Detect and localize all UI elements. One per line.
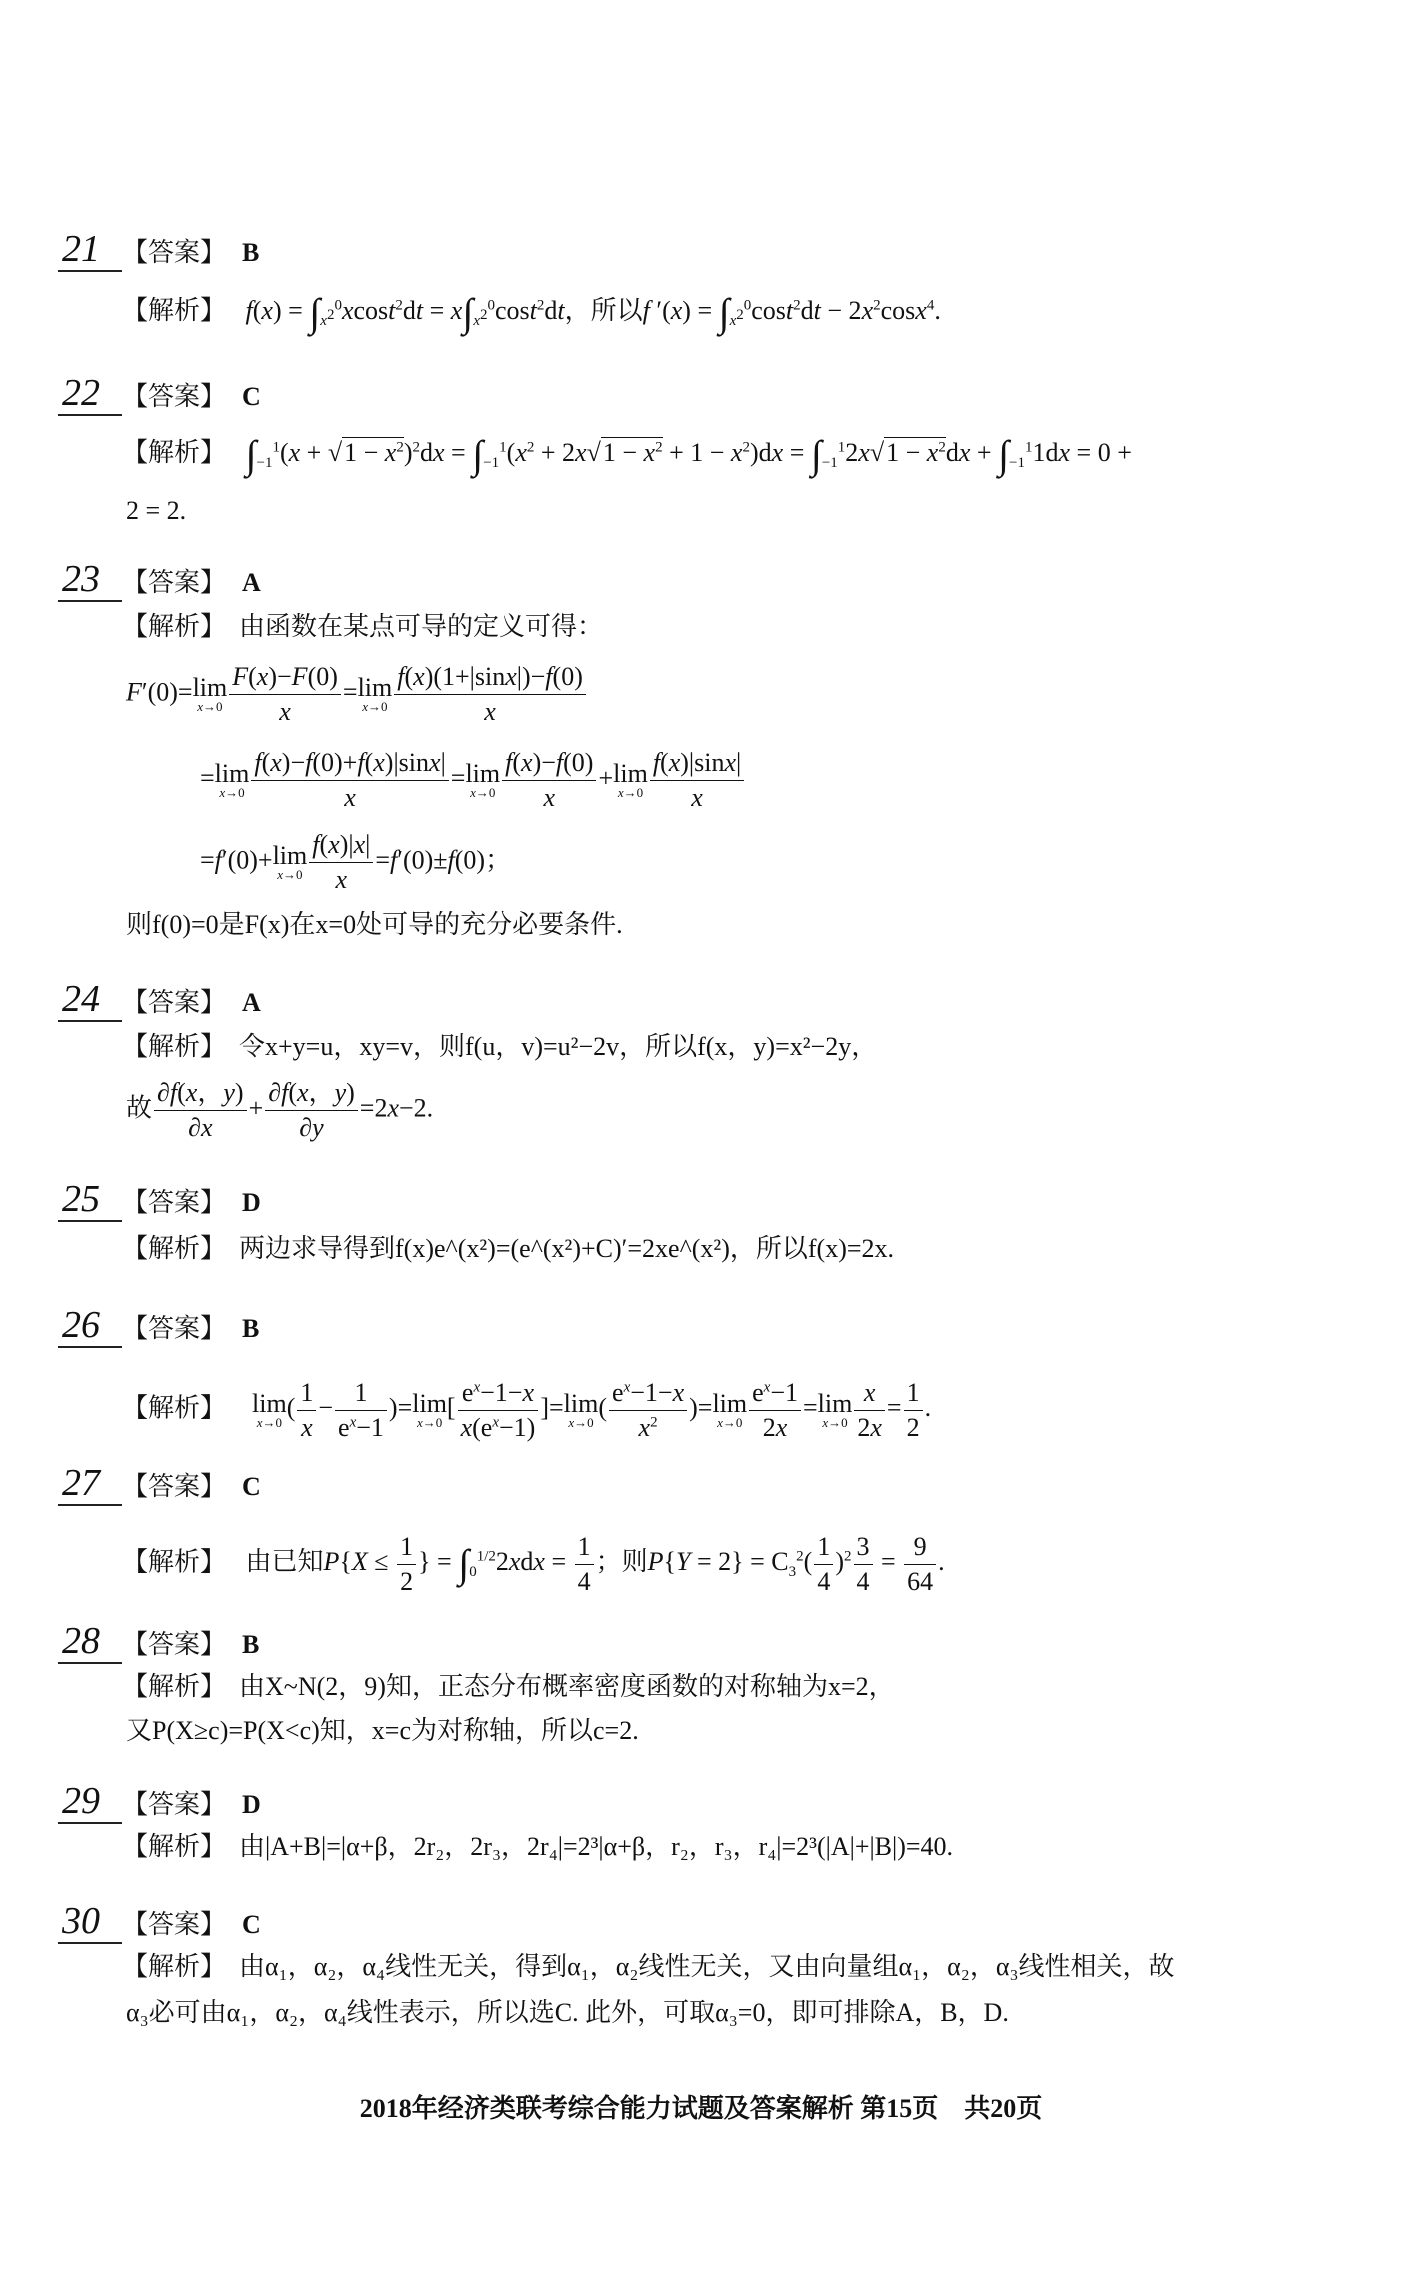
question-number: 21 <box>62 228 100 270</box>
question-number: 25 <box>62 1178 100 1220</box>
analysis-line <box>122 1670 895 1704</box>
answer-line <box>122 1790 261 1820</box>
answer-line <box>122 238 259 268</box>
number-underline <box>58 1346 122 1348</box>
analysis-line-2: 又P(X≥c)=P(X<c)知，x=c为对称轴，所以c=2. <box>126 1716 639 1745</box>
analysis-line-2: 故 $\frac{\partial f(x,y)}{\partial x}$ + $\frac{\partial f(x,y)}{\partial y}$ =2x−2. <box>126 1078 434 1142</box>
analysis-conclusion: 则f(0)=0是F(x)在x=0处可导的充分必要条件. <box>126 910 623 939</box>
analysis-label: 【解析】 <box>122 1032 227 1061</box>
answer-label: 【答案】 <box>122 988 227 1017</box>
question-number: 27 <box>62 1462 100 1504</box>
question-number: 29 <box>62 1780 100 1822</box>
answer-label: 【答案】 <box>122 1314 227 1343</box>
answer-value: C <box>242 1910 261 1939</box>
analysis-label: 【解析】 <box>122 1234 227 1263</box>
analysis-label: 【解析】 <box>122 1952 227 1981</box>
answer-value: A <box>242 988 261 1017</box>
answer-value: C <box>242 382 261 411</box>
number-underline <box>58 1220 122 1222</box>
number-underline <box>58 1662 122 1664</box>
question-number: 30 <box>62 1900 100 1942</box>
question-number: 26 <box>62 1304 100 1346</box>
analysis-line <box>122 290 941 336</box>
formula: $f(x) = \int_{x^2}^0xcost^2dt = x\int_{x^2}^0\cos t^2dt$，所以f $'(x) = \int_{x^2}^0\cos t^2dt - 2x^2\cos x^4$. <box>245 290 941 336</box>
analysis-label: 【解析】 <box>122 1393 227 1423</box>
number-underline <box>58 1942 122 1944</box>
number-underline <box>58 270 122 272</box>
answer-value: D <box>242 1188 261 1217</box>
analysis-line <box>122 610 603 644</box>
number-underline <box>58 1504 122 1506</box>
answer-value: B <box>242 1630 260 1659</box>
analysis-line <box>122 1376 931 1445</box>
answer-line <box>122 1630 259 1660</box>
analysis-line <box>122 1232 894 1266</box>
analysis-label: 【解析】 <box>122 438 227 467</box>
answer-value: B <box>242 1314 260 1343</box>
question-number: 22 <box>62 372 100 414</box>
number-underline <box>58 414 122 416</box>
analysis-line <box>122 1530 945 1599</box>
answer-label: 【答案】 <box>122 1630 227 1659</box>
analysis-text: 由|A+B|=|α+β，2r₂，2r₃，2r₄|=2³|α+β，r₂，r₃，r₄|=2³(|A|+|B|)=40. <box>239 1832 954 1861</box>
analysis-text: 两边求导得到f(x)e^(x²)=(e^(x²)+C)′=2xe^(x²)，所以f(x)=2x. <box>239 1234 895 1263</box>
analysis-text: 由α₁，α₂，α₄线性无关，得到α₁，α₂线性无关，又由向量组α₁，α₂，α₃线性相关，故 <box>239 1952 1175 1981</box>
analysis-line <box>122 1830 953 1864</box>
page-footer: 2018年经济类联考综合能力试题及答案解析 第15页 共20页 <box>359 2094 1043 2123</box>
analysis-label: 【解析】 <box>122 612 227 641</box>
question-number: 23 <box>62 558 100 600</box>
formula: 由已知P{X ≤ $\frac{1}{2}$ } = $\int_0^{1/2}2xdx$ = $\frac{1}{4}$ ；则$P\{Y = 2\} = C_3^2$( $\frac{1}{4}$ )$^2$ $\frac{3}{4}$ = $\frac{9}{64}$ . <box>232 1532 945 1596</box>
answer-label: 【答案】 <box>122 238 227 267</box>
answer-label: 【答案】 <box>122 1188 227 1217</box>
analysis-label: 【解析】 <box>122 1547 227 1577</box>
answer-line <box>122 1910 261 1940</box>
analysis-label: 【解析】 <box>122 1672 227 1701</box>
answer-label: 【答案】 <box>122 1790 227 1819</box>
analysis-line <box>122 1030 877 1064</box>
answer-label: 【答案】 <box>122 382 227 411</box>
number-underline <box>58 600 122 602</box>
answer-label: 【答案】 <box>122 568 227 597</box>
formula-continuation: 2 = 2. <box>126 496 187 525</box>
answer-line <box>122 1314 259 1344</box>
answer-value: C <box>242 1472 261 1501</box>
analysis-label: 【解析】 <box>122 296 227 325</box>
analysis-prefix: 故 <box>126 1093 153 1123</box>
answer-label: 【答案】 <box>122 1472 227 1501</box>
answer-line <box>122 988 261 1018</box>
analysis-text: 令x+y=u，xy=v，则f(u，v)=u²−2v，所以f(x，y)=x²−2y， <box>239 1032 878 1061</box>
formula: lim x→0 ( $\frac{1}{x}$ − $\frac{1}{e^x-1}$ )=lim x→0 [ $\frac{e^x-1-x}{x(e^x-1)}$ ]=lim x→0 ( $\frac{e^x-1-x}{x^2}$ )=lim x→0 $\frac{e^x-1}{2x}$ =lim x→0 $\frac{x}{2x}$ = $\frac{1}{2}$ . <box>252 1378 932 1442</box>
answer-line <box>122 568 261 598</box>
formula: $\int_{-1}^1(x + √1 - x^2)^2dx = \int_{-1}^1(x^2 + 2x√1 - x^2 + 1 - x^2)dx = \int_{-1}^12x√1 - x^2dx + \int_{-1}^11dx = 0$ + <box>245 432 1132 478</box>
derivation-line-1: F′(0)=lim x→0 $\frac{F(x)-F(0)}{x}$ =lim x→0 $\frac{f(x)(1+|\sin x|)-f(0)}{x}$ <box>126 660 588 729</box>
analysis-text: 由X~N(2，9)知，正态分布概率密度函数的对称轴为x=2， <box>239 1672 895 1701</box>
analysis-line <box>122 432 1132 478</box>
number-underline <box>58 1020 122 1022</box>
number-underline <box>58 1822 122 1824</box>
answer-line <box>122 382 261 412</box>
derivation-line-3: =f′(0)+lim x→0 $\frac{f(x)|x|}{x}$ =f′(0)±f(0)； <box>200 830 512 894</box>
answer-value: A <box>242 568 261 597</box>
derivation-line-2: =lim x→0 $\frac{f(x)-f(0)+f(x)|\sin x|}{x}$ =lim x→0 $\frac{f(x)-f(0)}{x}$ +lim x→0 $\frac{f(x)|\sin x|}{x}$ <box>200 746 746 815</box>
answer-line <box>122 1472 261 1502</box>
analysis-intro: 由函数在某点可导的定义可得： <box>239 612 604 641</box>
answer-value: D <box>242 1790 261 1819</box>
answer-value: B <box>242 238 260 267</box>
analysis-label: 【解析】 <box>122 1832 227 1861</box>
question-number: 28 <box>62 1620 100 1662</box>
answer-line <box>122 1188 261 1218</box>
analysis-line <box>122 1950 1175 1984</box>
analysis-line-2: α₃必可由α₁，α₂，α₄线性表示，所以选C. 此外，可取α₃=0，即可排除A，B，D. <box>126 1998 1009 2027</box>
question-number: 24 <box>62 978 100 1020</box>
answer-label: 【答案】 <box>122 1910 227 1939</box>
